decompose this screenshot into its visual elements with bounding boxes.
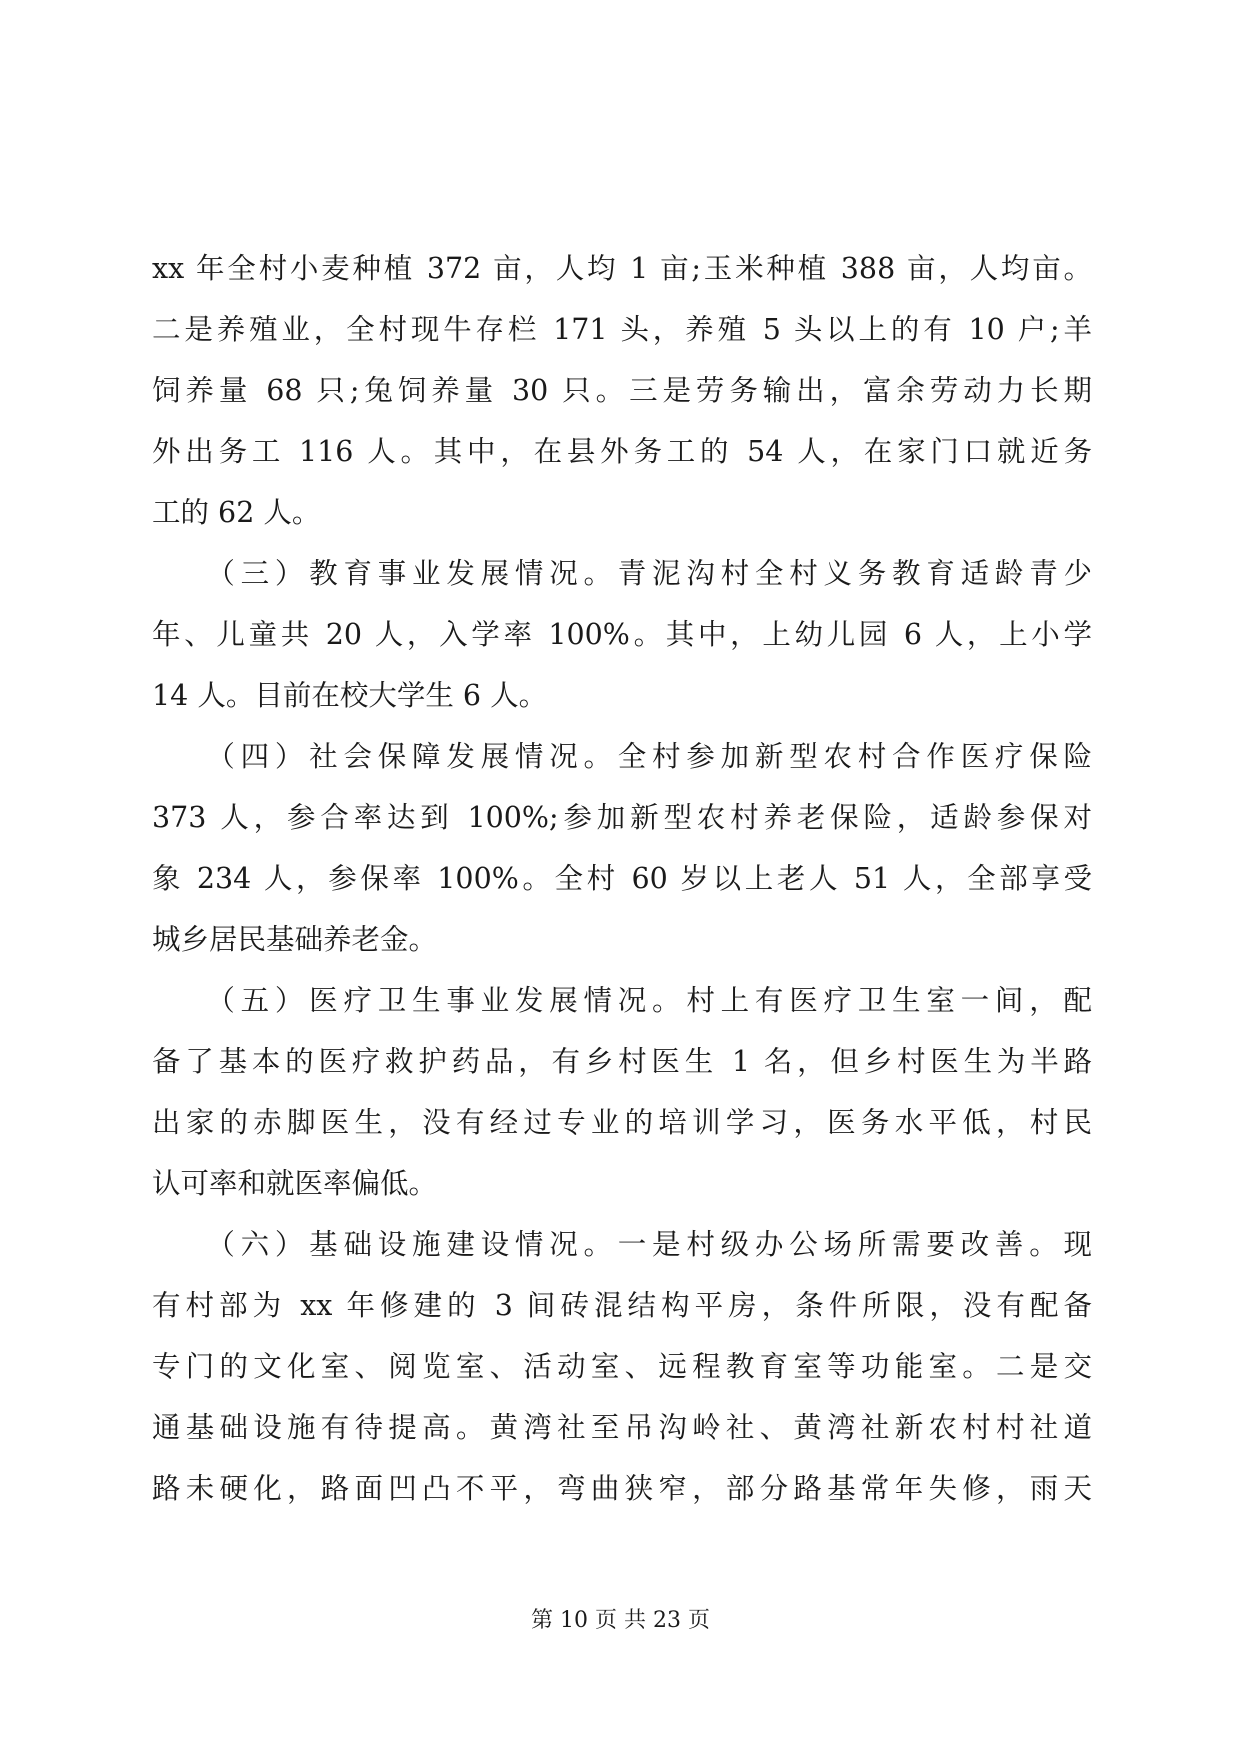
text-line-15: 出家的赤脚医生，没有经过专业的培训学习，医务水平低，村民 <box>152 1106 1092 1139</box>
page-footer: 第 10 页 共 23 页 <box>531 1608 710 1633</box>
text-line-20: 通基础设施有待提高。黄湾社至吊沟岭社、黄湾社新农村村社道 <box>152 1411 1092 1444</box>
text-line-13: （五）医疗卫生事业发展情况。村上有医疗卫生室一间，配 <box>152 984 1092 1017</box>
text-line-8: 14 人。目前在校大学生 6 人。 <box>152 679 548 712</box>
text-line-4: 外出务工 116 人。其中，在县外务工的 54 人，在家门口就近务 <box>152 435 1092 468</box>
text-line-11: 象 234 人，参保率 100%。全村 60 岁以上老人 51 人，全部享受 <box>152 862 1092 895</box>
text-line-12: 城乡居民基础养老金。 <box>152 923 438 956</box>
body-text <box>152 238 1092 1519</box>
text-line-16: 认可率和就医率偏低。 <box>152 1167 438 1200</box>
text-line-2: 二是养殖业，全村现牛存栏 171 头，养殖 5 头以上的有 10 户;羊 <box>152 313 1092 346</box>
text-line-18: 有村部为 xx 年修建的 3 间砖混结构平房，条件所限，没有配备 <box>152 1289 1092 1322</box>
text-line-14: 备了基本的医疗救护药品，有乡村医生 1 名，但乡村医生为半路 <box>152 1045 1092 1078</box>
text-line-7: 年、儿童共 20 人，入学率 100%。其中，上幼儿园 6 人，上小学 <box>152 618 1092 651</box>
text-line-21: 路未硬化，路面凹凸不平，弯曲狭窄，部分路基常年失修，雨天 <box>152 1472 1092 1505</box>
text-line-17: （六）基础设施建设情况。一是村级办公场所需要改善。现 <box>152 1228 1092 1261</box>
text-line-10: 373 人，参合率达到 100%;参加新型农村养老保险，适龄参保对 <box>152 801 1092 834</box>
text-line-6: （三）教育事业发展情况。青泥沟村全村义务教育适龄青少 <box>152 557 1092 590</box>
text-line-1: xx 年全村小麦种植 372 亩，人均 1 亩;玉米种植 388 亩，人均亩。 <box>152 252 1092 285</box>
text-line-9: （四）社会保障发展情况。全村参加新型农村合作医疗保险 <box>152 740 1092 773</box>
text-line-3: 饲养量 68 只;兔饲养量 30 只。三是劳务输出，富余劳动力长期 <box>152 374 1092 407</box>
text-line-5: 工的 62 人。 <box>152 496 321 529</box>
text-line-19: 专门的文化室、阅览室、活动室、远程教育室等功能室。二是交 <box>152 1350 1092 1383</box>
